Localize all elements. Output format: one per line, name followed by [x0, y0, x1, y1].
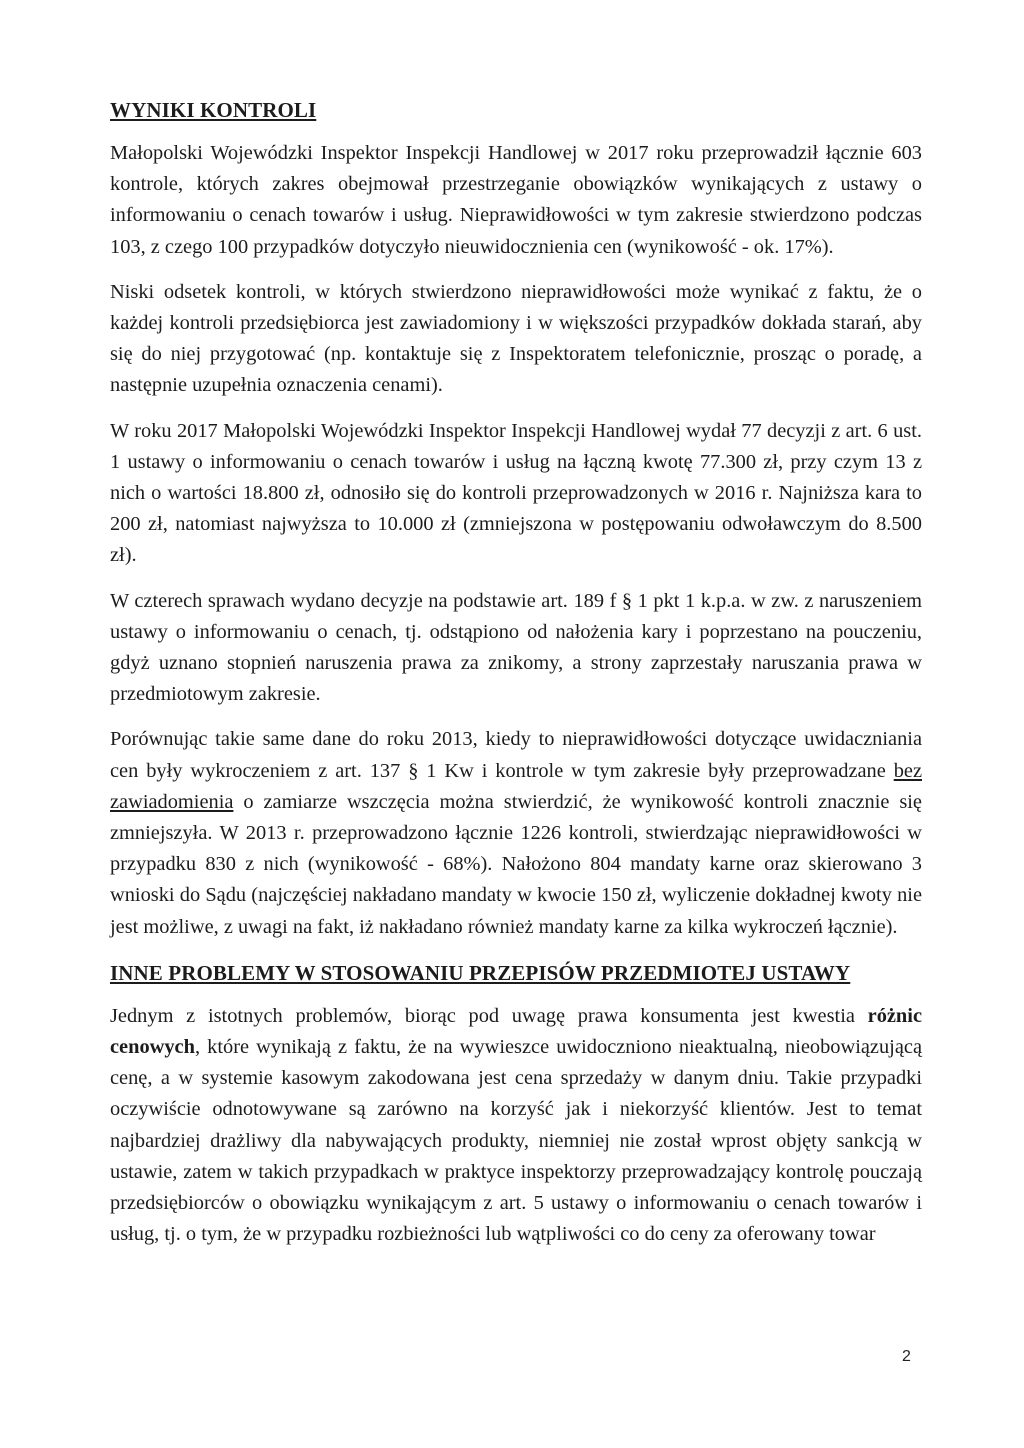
- bold-phrase: różnic cenowych: [110, 1004, 922, 1059]
- paragraph-inspections-2017: Małopolski Wojewódzki Inspektor Inspekcji Handlowej w 2017 roku przeprowadził łącznie 603 kontrole, których zakres obejmował przestrzeganie obowiązków wynikających z ustawy o informowaniu o cenach towarów i usług. Nieprawidłowości w tym zakresie stwierdzono podczas 103, z czego 100 przypadków dotyczyło nieuwidocznienia cen (wynikowość - ok. 17%).: [110, 142, 922, 258]
- comparison-text-start: Porównując takie same dane do roku 2013, kiedy to nieprawidłowości dotyczące uwidaczniania cen były wykroczeniem z art. 137 § 1 Kw i kontrole w tym zakresie były przeprowadzane: [110, 728, 922, 782]
- document-page: [110, 96, 922, 1265]
- underlined-phrase: bez zawiadomienia: [110, 759, 922, 813]
- page-number: 2: [902, 1348, 911, 1365]
- comparison-text-end: o zamiarze wszczęcia można stwierdzić, że wynikowość kontroli znacznie się zmniejszyła. W 2013 r. przeprowadzono łącznie 1226 kontroli, stwierdzając nieprawidłowości w przypadku 830 z nich (wynikowość - 68%). Nałożono 804 mandaty karne oraz skierowano 3 wnioski do Sądu (najczęściej nakładano mandaty w kwocie 150 zł, wyliczenie dokładnej kwoty nie jest możliwe, z uwagi na fakt, iż nakładano również mandaty karne za kilka wykroczeń łącznie).: [110, 790, 922, 938]
- section-heading-other-problems: INNE PROBLEMY W STOSOWANIU PRZEPISÓW PRZEDMIOTEJ USTAWY: [110, 960, 851, 985]
- paragraph-low-percentage: Niski odsetek kontroli, w których stwierdzono nieprawidłowości może wynikać z faktu, że o każdej kontroli przedsiębiorca jest zawiadomiony i w większości przypadków dokłada starań, aby się do niej przygotować (np. kontaktuje się z Inspektoratem telefonicznie, prosząc o poradę, a następnie uzupełnia oznaczenia cenami).: [110, 280, 922, 397]
- price-diff-text-end: , które wynikają z faktu, że na wywieszce uwidoczniono nieaktualną, nieobowiązującą cenę, a w systemie kasowym zakodowana jest cena sprzedaży w danym dniu. Takie przypadki oczywiście odnotowywane są zarówno na korzyść jak i niekorzyść klientów. Jest to temat najbardziej drażliwy dla nabywających produkty, niemniej nie został wprost objęty sankcją w ustawie, zatem w takich przypadkach w praktyce inspektorzy przeprowadzający kontrolę pouczają przedsiębiorców o obowiązku wynikającym z art. 5 ustawy o informowaniu o cenach towarów i usług, tj. o tym, że w przypadku rozbieżności lub wątpliwości co do ceny za oferowany towar: [110, 1036, 922, 1246]
- paragraph-price-differences: [110, 1001, 922, 1251]
- paragraph-decisions-2017: W roku 2017 Małopolski Wojewódzki Inspektor Inspekcji Handlowej wydał 77 decyzji z art. 6 ust. 1 ustawy o informowaniu o cenach towarów i usług na łączną kwotę 77.300 zł, przy czym 13 z nich o wartości 18.800 zł, odnosiło się do kontroli przeprowadzonych w 2016 r. Najniższa kara to 200 zł, natomiast najwyższa to 10.000 zł (zmniejszona w postępowaniu odwoławczym do 8.500 zł).: [110, 419, 922, 567]
- section-heading-wyniki-kontroli: WYNIKI KONTROLI: [110, 98, 317, 122]
- paragraph-four-cases: W czterech sprawach wydano decyzje na podstawie art. 189 f § 1 pkt 1 k.p.a. w zw. z naruszeniem ustawy o informowaniu o cenach, tj. odstąpiono od nałożenia kary i poprzestano na pouczeniu, gdyż uznano stopnień naruszenia prawa za znikomy, a strony zaprzestały naruszania prawa w przedmiotowym zakresie.: [110, 589, 922, 706]
- paragraph-comparison-2013: [110, 724, 922, 942]
- price-diff-text-start: Jednym z istotnych problemów, biorąc pod uwagę prawa konsumenta jest kwestia: [110, 1004, 868, 1027]
